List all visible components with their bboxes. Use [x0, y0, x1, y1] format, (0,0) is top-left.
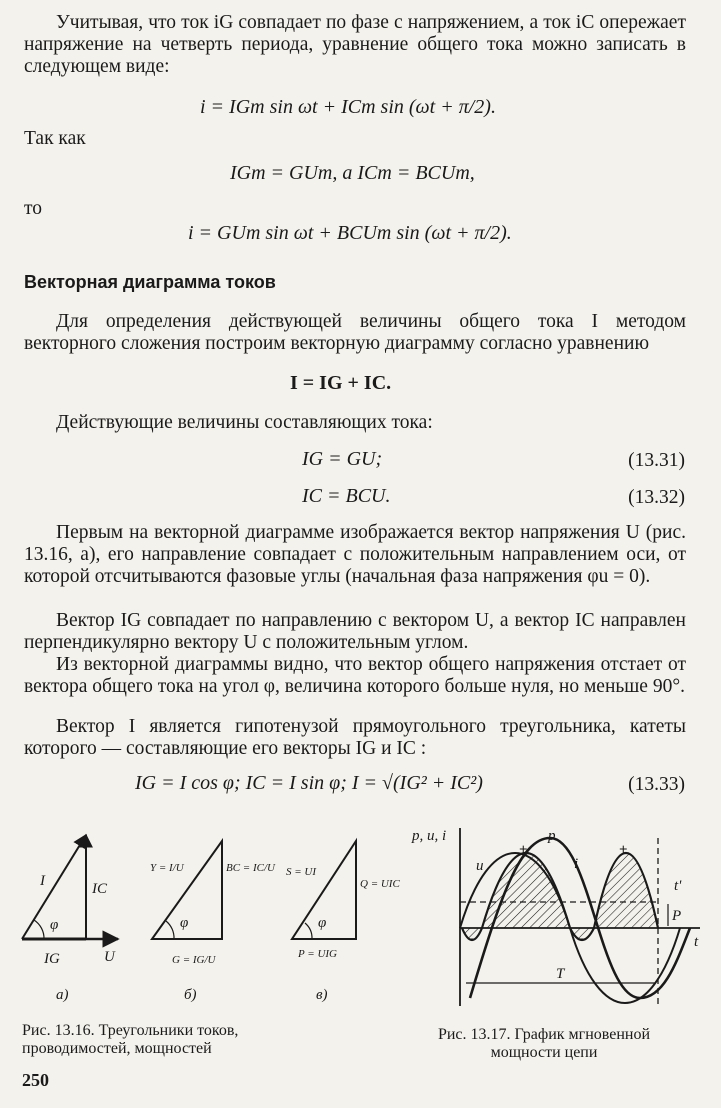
paragraph-5: Вектор IG совпадает по направлению с вектором U, а вектор IC направлен перпендикулярно вектору U с положительным углом.: [24, 610, 686, 653]
label-I: I: [40, 873, 45, 889]
label-phi-a: φ: [50, 917, 59, 933]
equation-6: IC = BCU.: [302, 485, 391, 507]
label-phi-c: φ: [318, 915, 327, 931]
label-i: i: [574, 856, 579, 872]
label-phi-b: φ: [180, 915, 189, 931]
label-BC: BC = IC/U: [226, 862, 275, 874]
label-a: а): [56, 987, 69, 1003]
figure-13-16-caption: Рис. 13.16. Треугольники токов, проводимостей, мощностей: [22, 1022, 239, 1057]
label-P: P = UIG: [298, 948, 337, 960]
label-tprime: t': [674, 878, 682, 894]
power-triangle: [286, 841, 400, 1003]
plus-sign-2: +: [619, 842, 628, 858]
equation-7-number: (13.33): [628, 774, 685, 795]
equation-7: IG = I cos φ; IC = I sin φ; I = √(IG² + IC²): [135, 772, 483, 794]
current-triangle: [22, 835, 118, 1003]
label-Y: Y = I/U: [150, 862, 184, 874]
figure-13-17: [410, 818, 710, 1008]
paragraph-4: Первым на векторной диаграмме изображается вектор напряжения U (рис. 13.16, а), его направление совпадает с положительным направлением оси, от которой отсчитываются фазовые углы (начальная фаза напряжения φu = 0).: [24, 522, 686, 587]
paragraph-2: Для определения действующей величины общего тока I методом векторного сложения построим векторную диаграмму согласно уравнению: [24, 311, 686, 354]
paragraph-7: Вектор I является гипотенузой прямоугольного треугольника, катеты которого — составляющие его векторы IG и IC :: [24, 716, 686, 759]
paragraph-6: Из векторной диаграммы видно, что вектор общего напряжения отстает от вектора общего тока на угол φ, величина которого больше нуля, но меньше 90°.: [24, 654, 686, 697]
axis-label: p, u, i: [412, 828, 447, 844]
equation-4: I = IG + IC.: [290, 372, 392, 394]
plus-sign-1: +: [519, 842, 528, 858]
label-P: P: [672, 908, 682, 924]
minus-sign-2: −: [576, 932, 585, 948]
label-u: u: [476, 858, 484, 874]
label-b: б): [184, 987, 197, 1003]
equation-3: i = GUm sin ωt + BCUm sin (ωt + π/2).: [188, 222, 512, 244]
label-Q: Q = UIC: [360, 878, 400, 890]
equation-2: IGm = GUm, a ICm = BCUm,: [230, 162, 475, 184]
minus-sign-1: −: [467, 932, 476, 948]
paragraph-1: Учитывая, что ток iG совпадает по фазе с напряжением, а ток iC опережает напряжение на четверть периода, уравнение общего тока можно записать в следующем виде:: [24, 12, 686, 77]
label-IC: IC: [92, 881, 107, 897]
figure-13-17-caption: Рис. 13.17. График мгновенной мощности цепи: [437, 1026, 651, 1061]
label-v: в): [316, 987, 328, 1003]
page-number: 250: [22, 1070, 49, 1090]
equation-1: i = IGm sin ωt + ICm sin (ωt + π/2).: [200, 96, 496, 118]
conductance-triangle: [150, 841, 276, 1003]
label-T: T: [556, 966, 565, 982]
text-tak-kak: Так как: [24, 128, 86, 149]
label-IG: IG: [44, 951, 60, 967]
equation-5: IG = GU;: [302, 448, 383, 470]
section-heading: Векторная диаграмма токов: [24, 272, 276, 292]
label-G: G = IG/U: [172, 954, 216, 966]
label-S: S = UI: [286, 866, 317, 878]
paragraph-3: Действующие величины составляющих тока:: [56, 412, 433, 433]
label-U: U: [104, 949, 115, 965]
text-to: то: [24, 198, 43, 219]
label-p: p: [548, 828, 556, 844]
label-t: t: [694, 934, 699, 950]
equation-5-number: (13.31): [628, 450, 685, 471]
equation-6-number: (13.32): [628, 487, 685, 508]
figure-13-16: [0, 815, 400, 1015]
